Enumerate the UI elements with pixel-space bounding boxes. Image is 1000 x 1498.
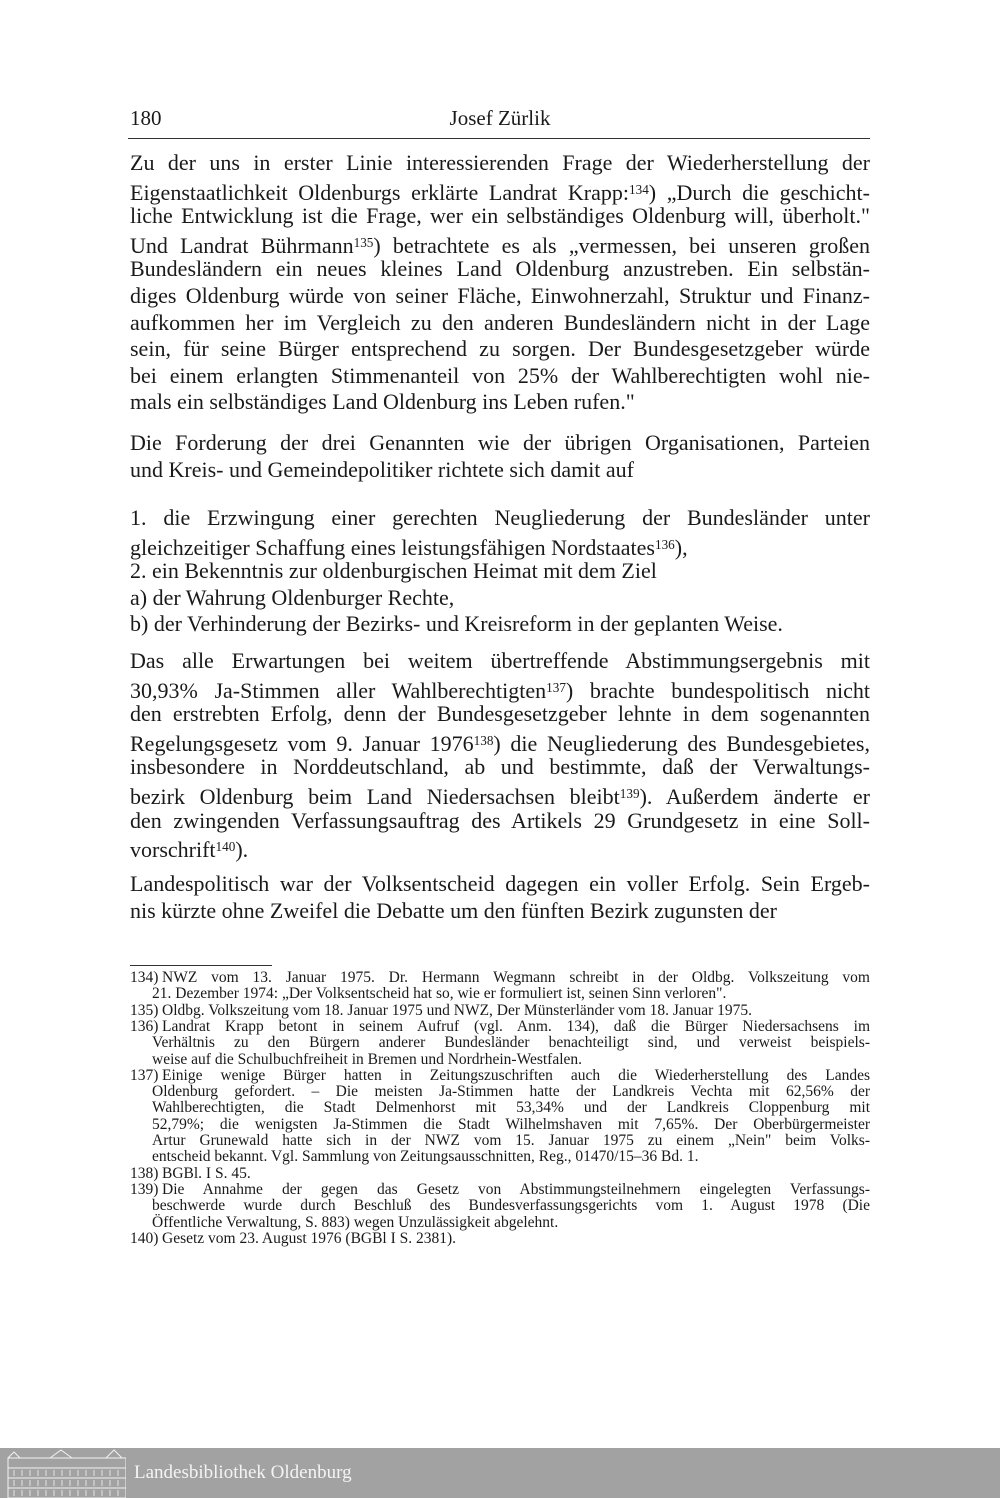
library-banner bbox=[0, 1448, 1000, 1498]
text-line: insbesondere in Norddeutschland, ab und bestimmte, daß der Verwaltungs- bbox=[130, 754, 870, 780]
header-rule bbox=[128, 138, 870, 139]
text-line: Das alle Erwartungen bei weitem übertreffende Abstimmungsergebnis mit bbox=[130, 648, 870, 673]
text-line: liche Entwicklung ist die Frage, wer ein selbständiges Oldenburg will, überholt." bbox=[130, 203, 870, 229]
footnote-number: 138) bbox=[130, 1164, 159, 1182]
footnote-marker: 140 bbox=[215, 839, 236, 855]
footnote-number: 134) bbox=[130, 969, 159, 986]
footnote-text: Wahlberechtigten, die Stadt Delmenhorst mit 53,34% und der Landkreis Cloppenburg mit bbox=[152, 1099, 870, 1117]
text-line: mals ein selbständiges Land Oldenburg ins Leben rufen." bbox=[130, 389, 635, 415]
footnote-text: Einige wenige Bürger hatten in Zeitungszuschriften auch die Wiederherstellung des Landes bbox=[162, 1066, 870, 1084]
footnote-text: NWZ vom 13. Januar 1975. Dr. Hermann Wegmann schreibt in der Oldbg. Volkszeitung vom bbox=[162, 969, 870, 986]
footnote-number: 139) bbox=[130, 1180, 159, 1198]
text-line: Und Landrat Bührmann$^{135}$) betrachtete es als „vermessen, bei unseren großen bbox=[130, 232, 870, 258]
library-building-icon bbox=[6, 1448, 126, 1498]
footnote-text: Oldbg. Volkszeitung vom 18. Januar 1975 und NWZ, Der Münsterländer vom 18. Januar 1975. bbox=[162, 1001, 753, 1019]
library-name: Landesbibliothek Oldenburg bbox=[134, 1462, 352, 1483]
text-line: und Kreis- und Gemeindepolitiker richtete sich damit auf bbox=[130, 456, 635, 482]
text-line: den zwingenden Verfassungsauftrag des Artikels 29 Grundgesetz in eine Soll- bbox=[130, 807, 870, 833]
footnote-text: 21. Dezember 1974: „Der Volksentscheid hat so, wie er formuliert ist, seinen Sinn verloren". bbox=[152, 985, 727, 1003]
text-line: b) der Verhinderung der Bezirks- und Kreisreform in der geplanten Weise. bbox=[130, 611, 783, 637]
footnote-text: Oldenburg gefordert. – Die meisten Ja-Stimmen hatte der Landkreis Vechta mit 62,56% der bbox=[152, 1083, 870, 1101]
footnote-marker: 136 bbox=[654, 536, 675, 552]
text-line: aufkommen her im Vergleich zu den anderen Bundesländern nicht in der Lage bbox=[130, 309, 870, 335]
text-line: Bundesländern ein neues kleines Land Oldenburg anzustreben. Ein selbstän- bbox=[130, 256, 870, 282]
footnote-text: Landrat Krapp betont in seinem Aufruf (vgl. Anm. 134), daß die Bürger Niedersachsens im bbox=[162, 1017, 870, 1035]
running-title: Josef Zürlik bbox=[449, 106, 551, 130]
text-line: bei einem erlangten Stimmenanteil von 25% der Wahlberechtigten wohl nie- bbox=[130, 362, 870, 388]
text-line: 2. ein Bekenntnis zur oldenburgischen Heimat mit dem Ziel bbox=[130, 558, 657, 584]
footnote-text: Öffentliche Verwaltung, S. 883) wegen Unzulässigkeit abgelehnt. bbox=[152, 1213, 559, 1231]
footnote-text: 52,79%; die wenigsten Ja-Stimmen die Stadt Wilhelmshaven mit 7,65%. Der Oberbürgermeister bbox=[152, 1115, 870, 1133]
text-line: Die Forderung der drei Genannten wie der übrigen Organisationen, Parteien bbox=[130, 430, 870, 455]
footnote-marker: 139 bbox=[619, 786, 640, 801]
text-line: vorschrift$^{140}$). bbox=[130, 837, 249, 863]
footnote-number: 137) bbox=[130, 1066, 159, 1084]
text-line: nis kürzte ohne Zweifel die Debatte um den fünften Bezirk zugunsten der bbox=[130, 897, 777, 923]
footnote-marker: 137 bbox=[546, 679, 566, 695]
text-line: Zu der uns in erster Linie interessierenden Frage der Wiederherstellung der bbox=[130, 150, 870, 175]
text-line: 1. die Erzwingung einer gerechten Neugliederung der Bundesländer unter bbox=[130, 505, 870, 530]
footnote-text: weise auf die Schulbuchfreiheit in Bremen und Nordrhein-Westfalen. bbox=[152, 1050, 583, 1068]
footnote-marker: 134 bbox=[629, 181, 649, 197]
footnote-text: Gesetz vom 23. August 1976 (BGBl I S. 2381). bbox=[162, 1229, 457, 1247]
text-line: diges Oldenburg würde von seiner Fläche, Einwohnerzahl, Struktur und Finanz- bbox=[130, 283, 870, 308]
footnote-text: entscheid bekannt. Vgl. Sammlung von Zeitungsausschnitten, Reg., 01470/15–36 Bd. 1. bbox=[152, 1148, 699, 1166]
footnote-number: 140) bbox=[130, 1229, 159, 1247]
text-line: Landespolitisch war der Volksentscheid dagegen ein voller Erfolg. Sein Ergeb- bbox=[130, 871, 870, 896]
text-line: Regelungsgesetz vom 9. Januar 1976$^{138}$) die Neugliederung des Bundesgebietes, bbox=[130, 730, 870, 756]
footnote-text: beschwerde wurde durch Beschluß des Bundesverfassungsgerichts vom 1. August 1978 (Die bbox=[152, 1197, 870, 1215]
footnote-rule bbox=[130, 965, 272, 966]
footnote-number: 135) bbox=[130, 1001, 159, 1019]
text-line: a) der Wahrung Oldenburger Rechte, bbox=[130, 584, 455, 610]
text-line: den erstrebten Erfolg, denn der Bundesgesetzgeber lehnte in dem sogenannten bbox=[130, 701, 870, 727]
text-line: Eigenstaatlichkeit Oldenburgs erklärte Landrat Krapp:$^{134}$) „Durch die geschicht- bbox=[130, 179, 870, 205]
page-number: 180 bbox=[130, 106, 162, 130]
text-line: sein, für seine Bürger entsprechend zu sorgen. Der Bundesgesetzgeber würde bbox=[130, 336, 870, 362]
footnote-marker: 135 bbox=[353, 234, 374, 250]
footnote-text: Die Annahme der gegen das Gesetz von Abstimmungsteilnehmern eingelegten Verfassungs- bbox=[162, 1180, 870, 1198]
footnote-text: Artur Grunewald hatte sich in der NWZ vom 15. Januar 1975 zu einem „Nein" beim Volks- bbox=[152, 1132, 870, 1149]
footnote-text: BGBl. I S. 45. bbox=[162, 1164, 251, 1182]
text-line: gleichzeitiger Schaffung eines leistungsfähigen Nordstaates$^{136}$), bbox=[130, 534, 688, 560]
text-line: 30,93% Ja-Stimmen aller Wahlberechtigten$^{137}$) brachte bundespolitisch nicht bbox=[130, 677, 870, 703]
footnote-text: Verhältnis zu den Bürgern anderer Bundesländer benachteiligt sind, und verweist beispiels- bbox=[152, 1034, 870, 1052]
footnote-marker: 138 bbox=[473, 732, 494, 748]
text-line: bezirk Oldenburg beim Land Niedersachsen bleibt$^{139}$). Außerdem änderte er bbox=[130, 783, 871, 809]
footnote-number: 136) bbox=[130, 1017, 159, 1035]
